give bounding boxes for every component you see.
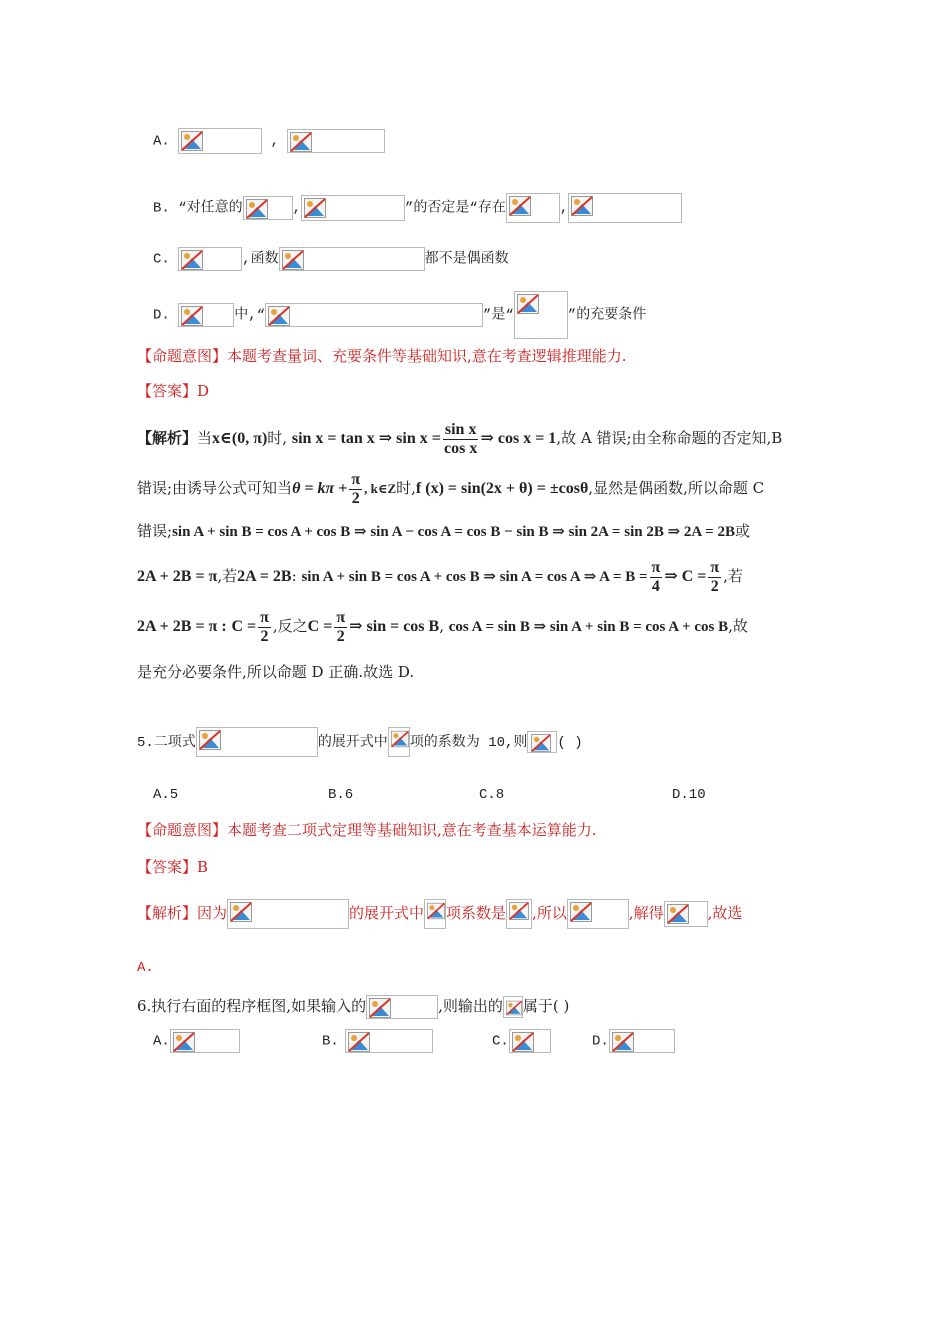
text: ,反之 (272, 617, 308, 635)
broken-image-icon (287, 129, 385, 153)
q5-answer: 【答案】B (137, 858, 209, 876)
broken-image-icon (227, 899, 349, 929)
math: 2A + 2B = π : (137, 618, 227, 635)
option-b-label: B. (153, 200, 170, 217)
broken-image-icon (664, 901, 708, 927)
denominator: 2 (336, 627, 345, 645)
q4-solution-line-2 (137, 467, 764, 509)
broken-image-icon (345, 1029, 433, 1053)
broken-image-icon (178, 247, 242, 271)
text: ( ) (557, 735, 583, 751)
math: ⇒ sin = cos B (349, 618, 440, 635)
option-c-text: 都不是偶函数 (424, 251, 509, 268)
broken-image-icon (503, 996, 523, 1018)
text: ,若 (723, 567, 743, 585)
broken-image-icon (178, 128, 262, 154)
q6-choice-a (153, 1029, 240, 1053)
broken-image-icon (388, 727, 410, 757)
option-c-text: ,函数 (242, 251, 279, 268)
option-b-text: , (559, 200, 569, 217)
broken-image-icon (609, 1029, 675, 1053)
text: 时, (396, 479, 416, 497)
math: cos A = sin B ⇒ sin A + sin B = cos A + cos B (448, 619, 729, 635)
broken-image-icon (178, 303, 234, 327)
broken-image-icon (170, 1029, 240, 1053)
q4-solution-line-3 (137, 521, 750, 542)
text: ,故 A 错误;由全称命题的否定知,B (556, 429, 783, 447)
q4-answer: 【答案】D (137, 382, 210, 400)
text: 的展开式中 (317, 735, 388, 751)
broken-image-icon (506, 899, 532, 929)
text: 错误;由诱导公式可知当 (137, 479, 293, 497)
q4-solution-line-1 (137, 418, 782, 458)
text: : (291, 567, 297, 585)
q6-choice-d (592, 1029, 675, 1053)
text: ,则输出的 (438, 997, 503, 1015)
math: f (x) = sin(2x + θ) = ±cosθ (415, 480, 589, 497)
broken-image-icon (265, 303, 483, 327)
denominator: 2 (710, 577, 719, 595)
numerator: π (260, 608, 269, 626)
broken-image-icon (366, 995, 438, 1019)
option-d-text: ”是“ (483, 307, 514, 324)
numerator: π (651, 558, 661, 576)
q6-choice-c (492, 1029, 551, 1053)
option-a-label: A. (153, 133, 170, 150)
text: 错误; (137, 522, 173, 540)
fraction (349, 471, 362, 508)
fraction (258, 609, 271, 646)
option-c (153, 247, 509, 271)
math: sin x = tan x ⇒ sin x = (291, 430, 441, 447)
math: C = (307, 618, 333, 635)
text: 【解析】因为 (137, 904, 228, 922)
broken-image-icon (527, 731, 557, 753)
text: ,若 (217, 567, 238, 585)
denominator: 2 (260, 627, 269, 645)
denominator: 4 (651, 577, 660, 595)
numerator: π (336, 608, 346, 626)
broken-image-icon (514, 291, 568, 339)
text: 时, (267, 429, 288, 447)
math: , k∈Z (364, 481, 397, 496)
choice-label: D. (592, 1033, 609, 1050)
broken-image-icon (243, 196, 293, 220)
math: C = (231, 618, 257, 635)
fraction (708, 559, 721, 596)
text: 或 (734, 522, 750, 540)
text: ,故选 (707, 904, 743, 922)
text: ,解得 (628, 904, 664, 922)
math: sin A + sin B = cos A + cos B ⇒ sin A = cos A ⇒ A = B = (301, 569, 648, 585)
q5-stem (137, 726, 583, 760)
q6-stem (137, 994, 569, 1018)
q5-intent: 【命题意图】本题考查二项式定理等基础知识,意在考查基本运算能力. (137, 821, 597, 839)
math: 2A + 2B = π (137, 568, 218, 585)
q5-choice-a: A.5 (153, 787, 179, 803)
text: 6.执行右面的程序框图,如果输入的 (137, 997, 367, 1015)
q4-solution-line-4 (137, 555, 743, 597)
denominator: 2 (351, 489, 360, 507)
choice-label: B. (322, 1033, 339, 1050)
numerator: π (351, 470, 361, 488)
option-b (153, 193, 682, 223)
text: ,显然是偶函数,所以命题 C (588, 479, 765, 497)
option-d (153, 291, 646, 331)
q4-solution-line-5 (137, 605, 748, 647)
math: x∈(0, π) (212, 430, 268, 447)
text: 当 (197, 429, 213, 447)
q4-solution-line-6: 是充分必要条件,所以命题 D 正确.故选 D. (137, 663, 415, 681)
numerator: sin x (444, 420, 477, 438)
math: sin A + sin B = cos A + cos B ⇒ sin A − cos A = cos B − sin B ⇒ sin 2A = sin 2B ⇒ 2A = 2B (172, 524, 735, 540)
q5-solution-end: A. (137, 960, 154, 976)
numerator: π (710, 558, 720, 576)
text: , (439, 617, 444, 635)
q5-solution (137, 896, 742, 930)
math: 2A = 2B (237, 568, 292, 585)
denominator: cos x (444, 439, 478, 457)
q6-choice-b (322, 1029, 433, 1053)
q5-choice-d: D.10 (672, 787, 706, 803)
option-c-label: C. (153, 251, 170, 268)
option-a (153, 128, 385, 154)
fraction (334, 609, 347, 646)
choice-label: A. (153, 1033, 170, 1050)
broken-image-icon (424, 899, 446, 929)
broken-image-icon (506, 193, 560, 223)
option-b-text: ”的否定是“存在 (405, 200, 506, 217)
fraction (650, 559, 663, 596)
broken-image-icon (279, 247, 425, 271)
math: θ = kπ + (292, 480, 348, 497)
broken-image-icon (509, 1029, 551, 1053)
broken-image-icon (567, 899, 629, 929)
math: ⇒ C = (664, 568, 707, 585)
broken-image-icon (301, 195, 405, 221)
math: ⇒ cos x = 1 (480, 430, 557, 447)
text: 属于( ) (522, 997, 570, 1015)
choice-label: C. (492, 1033, 509, 1050)
q5-choice-c: C.8 (479, 787, 505, 803)
q5-choice-b: B.6 (328, 787, 354, 803)
option-d-text: ”的充要条件 (567, 307, 647, 324)
option-d-text: 中,“ (234, 307, 266, 324)
option-d-label: D. (153, 307, 170, 324)
text: ,故 (728, 617, 748, 635)
text: 项系数是 (446, 904, 507, 922)
text: ,所以 (532, 904, 567, 922)
option-a-sep: , (270, 133, 280, 150)
broken-image-icon (568, 193, 682, 223)
solution-tag: 【解析】 (137, 429, 198, 447)
text: 的展开式中 (349, 904, 425, 922)
option-b-text: , (292, 200, 302, 217)
fraction (443, 421, 479, 458)
option-b-text: “对任意的 (178, 200, 243, 217)
broken-image-icon (196, 727, 318, 757)
q4-intent: 【命题意图】本题考查量词、充要条件等基础知识,意在考查逻辑推理能力. (137, 347, 627, 365)
text: 5.二项式 (137, 735, 196, 751)
text: 项的系数为 10,则 (409, 735, 528, 751)
